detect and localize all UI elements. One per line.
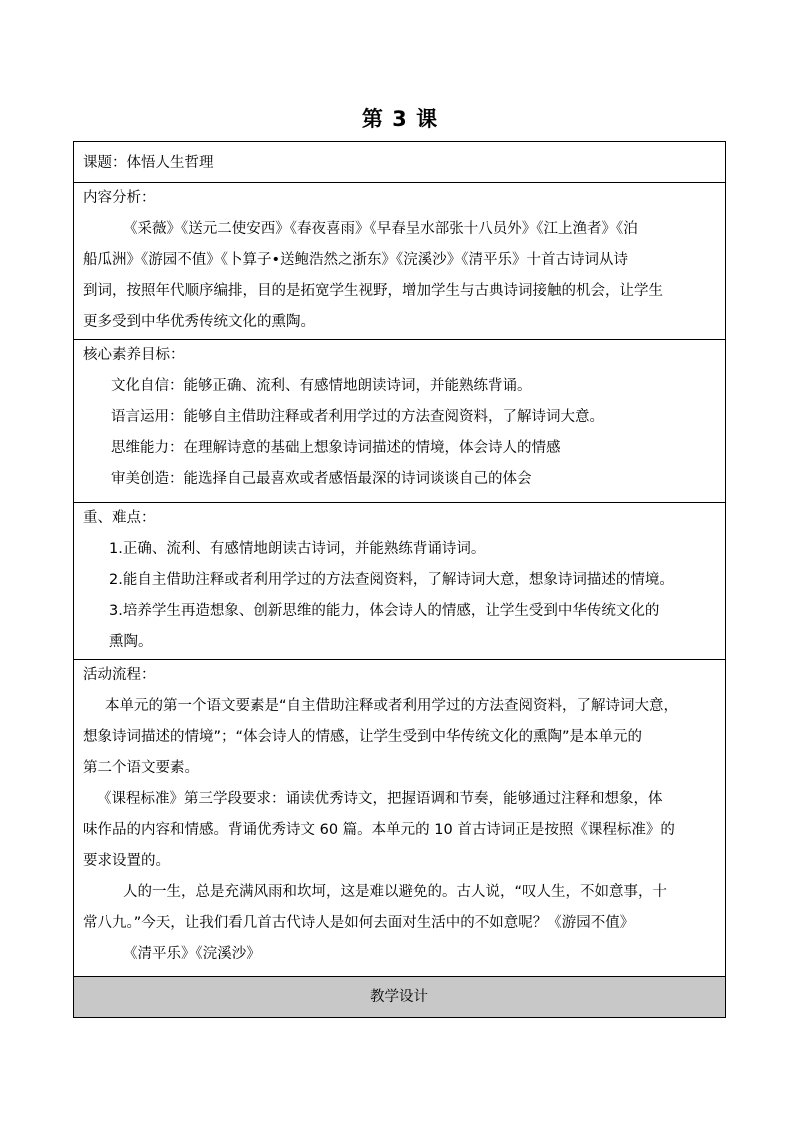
key-point-item: 1.正确、流利、有感情地朗读古诗词，并能熟练背诵诗词。	[109, 541, 486, 557]
goal-item: 思维能力：在理解诗意的基础上想象诗词描述的情境，体会诗人的情感	[111, 440, 561, 456]
key-points-section	[74, 503, 725, 660]
flow-line: 人的一生，总是充满风雨和坎坷，这是难以避免的。古人说，“叹人生，不如意事，十	[123, 884, 668, 900]
goal-item: 语言运用：能够自主借助注释或者利用学过的方法查阅资料，了解诗词大意。	[111, 409, 604, 425]
teaching-design-row: 教学设计	[74, 977, 725, 1017]
content-line: 到词，按照年代顺序编排，目的是拓宽学生视野，增加学生与古典诗词接触的机会，让学生	[83, 283, 663, 299]
key-point-item: 3.培养学生再造想象、创新思维的能力，体会诗人的情感，让学生受到中华传统文化的	[109, 603, 660, 619]
content-analysis-heading: 内容分析：	[83, 190, 156, 206]
page-title: 第 3 课	[361, 107, 439, 131]
topic-text: 课题：体悟人生哲理	[83, 155, 214, 171]
key-point-item: 熏陶。	[109, 634, 153, 650]
lesson-plan-table	[73, 141, 726, 1018]
content-analysis-section	[74, 183, 725, 340]
flow-line: 本单元的第一个语文要素是“自主借助注释或者利用学过的方法查阅资料，了解诗词大意，	[105, 698, 679, 714]
activity-flow-section	[74, 660, 725, 977]
key-point-item: 2.能自主借助注释或者利用学过的方法查阅资料，了解诗词大意，想象诗词描述的情境。	[109, 572, 674, 588]
topic-row	[74, 142, 725, 183]
content-line: 船瓜洲》《游园不值》《卜算子•送鲍浩然之浙东》《浣溪沙》《清平乐》十首古诗词从诗	[83, 252, 629, 268]
flow-line: 要求设置的。	[83, 853, 170, 869]
content-line: 更多受到中华优秀传统文化的熏陶。	[83, 314, 315, 330]
flow-line: 《课程标准》第三学段要求：诵读优秀诗文，把握语调和节奏，能够通过注释和想象，体	[97, 791, 663, 807]
activity-flow-heading: 活动流程：	[83, 667, 156, 683]
flow-line: 常八九。”今天，让我们看几首古代诗人是如何去面对生活中的不如意呢？《游园不值》	[83, 915, 635, 931]
key-points-heading: 重、难点：	[83, 510, 156, 526]
flow-line: 味作品的内容和情感。背诵优秀诗文 60 篇。本单元的 10 首古诗词正是按照《课程标准》的	[83, 822, 675, 838]
flow-line: 第二个语文要素。	[83, 760, 199, 776]
content-line: 《采薇》《送元二使安西》《春夜喜雨》《早春呈水部张十八员外》《江上渔者》《泊	[123, 221, 638, 237]
flow-line: 《清平乐》《浣溪沙》	[123, 946, 261, 962]
core-goals-section	[74, 340, 725, 503]
flow-line: 想象诗词描述的情境”；“体会诗人的情感，让学生受到中华传统文化的熏陶”是本单元的	[83, 729, 643, 745]
core-goals-heading: 核心素养目标：	[83, 347, 185, 363]
goal-item: 文化自信：能够正确、流利、有感情地朗读诗词，并能熟练背诵。	[111, 378, 532, 394]
goal-item: 审美创造：能选择自己最喜欢或者感悟最深的诗词谈谈自己的体会	[111, 471, 532, 487]
